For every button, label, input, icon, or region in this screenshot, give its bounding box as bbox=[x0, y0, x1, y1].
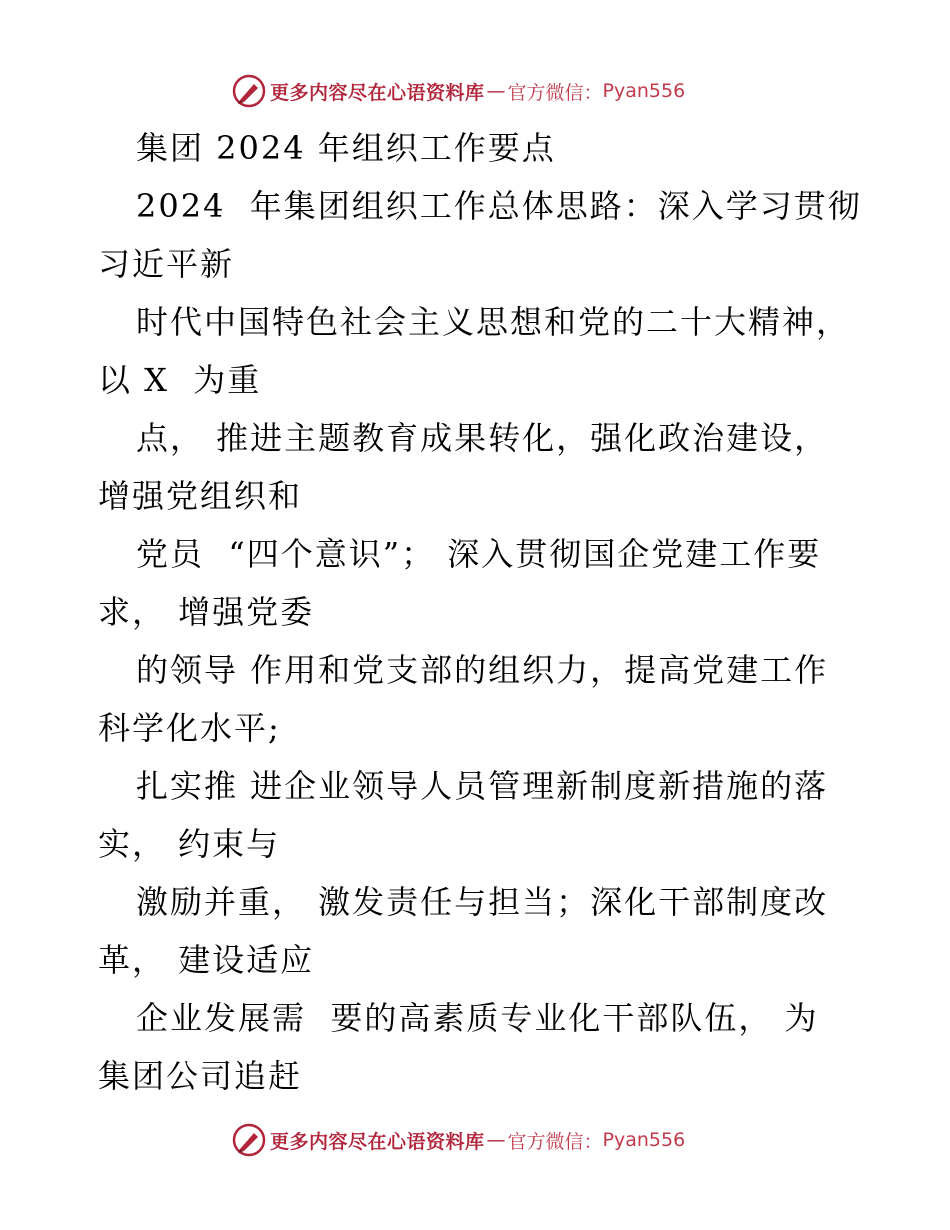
text-line: 时代中国特色社会主义思想和党的二十大精神， bbox=[136, 303, 851, 341]
watermark-dash: — bbox=[486, 1129, 506, 1151]
watermark-contact-id: Pyan556 bbox=[602, 80, 686, 102]
text-line: 习近平新 bbox=[98, 245, 235, 283]
text-line: 扎实推 进企业领导人员管理新制度新措施的落 bbox=[136, 767, 829, 805]
text-line: 以 X 为重 bbox=[98, 361, 262, 399]
text-line: 求， 增强党委 bbox=[98, 593, 315, 631]
watermark-contact-label: 官方微信： bbox=[507, 81, 603, 104]
watermark-text: 更多内容尽在心语资料库 bbox=[270, 1130, 485, 1153]
text-line: 实， 约束与 bbox=[98, 825, 281, 863]
document-body bbox=[98, 119, 862, 1105]
watermark-contact-id: Pyan556 bbox=[602, 1129, 686, 1151]
footer-watermark bbox=[232, 1120, 685, 1160]
watermark-text: 更多内容尽在心语资料库 bbox=[270, 81, 485, 104]
document-title: 集团 2024 年组织工作要点 bbox=[136, 129, 556, 167]
text-line: 企业发展需 要的高素质专业化干部队伍， 为 bbox=[136, 999, 819, 1037]
watermark-dash: — bbox=[486, 80, 506, 102]
text-line: 革， 建设适应 bbox=[98, 941, 315, 979]
text-line: 集团公司追赶 bbox=[98, 1057, 303, 1095]
watermark-contact-label: 官方微信： bbox=[507, 1130, 603, 1153]
text-line: 科学化水平; bbox=[98, 709, 281, 747]
text-line: 的领导 作用和党支部的组织力，提高党建工作 bbox=[136, 651, 829, 689]
text-line: 党员 “四个意识”； 深入贯彻国企党建工作要 bbox=[136, 535, 822, 573]
text-line: 增强党组织和 bbox=[98, 477, 303, 515]
header-watermark bbox=[232, 71, 685, 111]
text-line: 激励并重， 激发责任与担当；深化干部制度改 bbox=[136, 883, 829, 921]
pen-logo-icon bbox=[232, 74, 266, 108]
pen-logo-icon bbox=[232, 1123, 266, 1157]
text-line: 点， 推进主题教育成果转化，强化政治建设， bbox=[136, 419, 829, 457]
text-line: 2024 年集团组织工作总体思路：深入学习贯彻 bbox=[136, 187, 862, 225]
